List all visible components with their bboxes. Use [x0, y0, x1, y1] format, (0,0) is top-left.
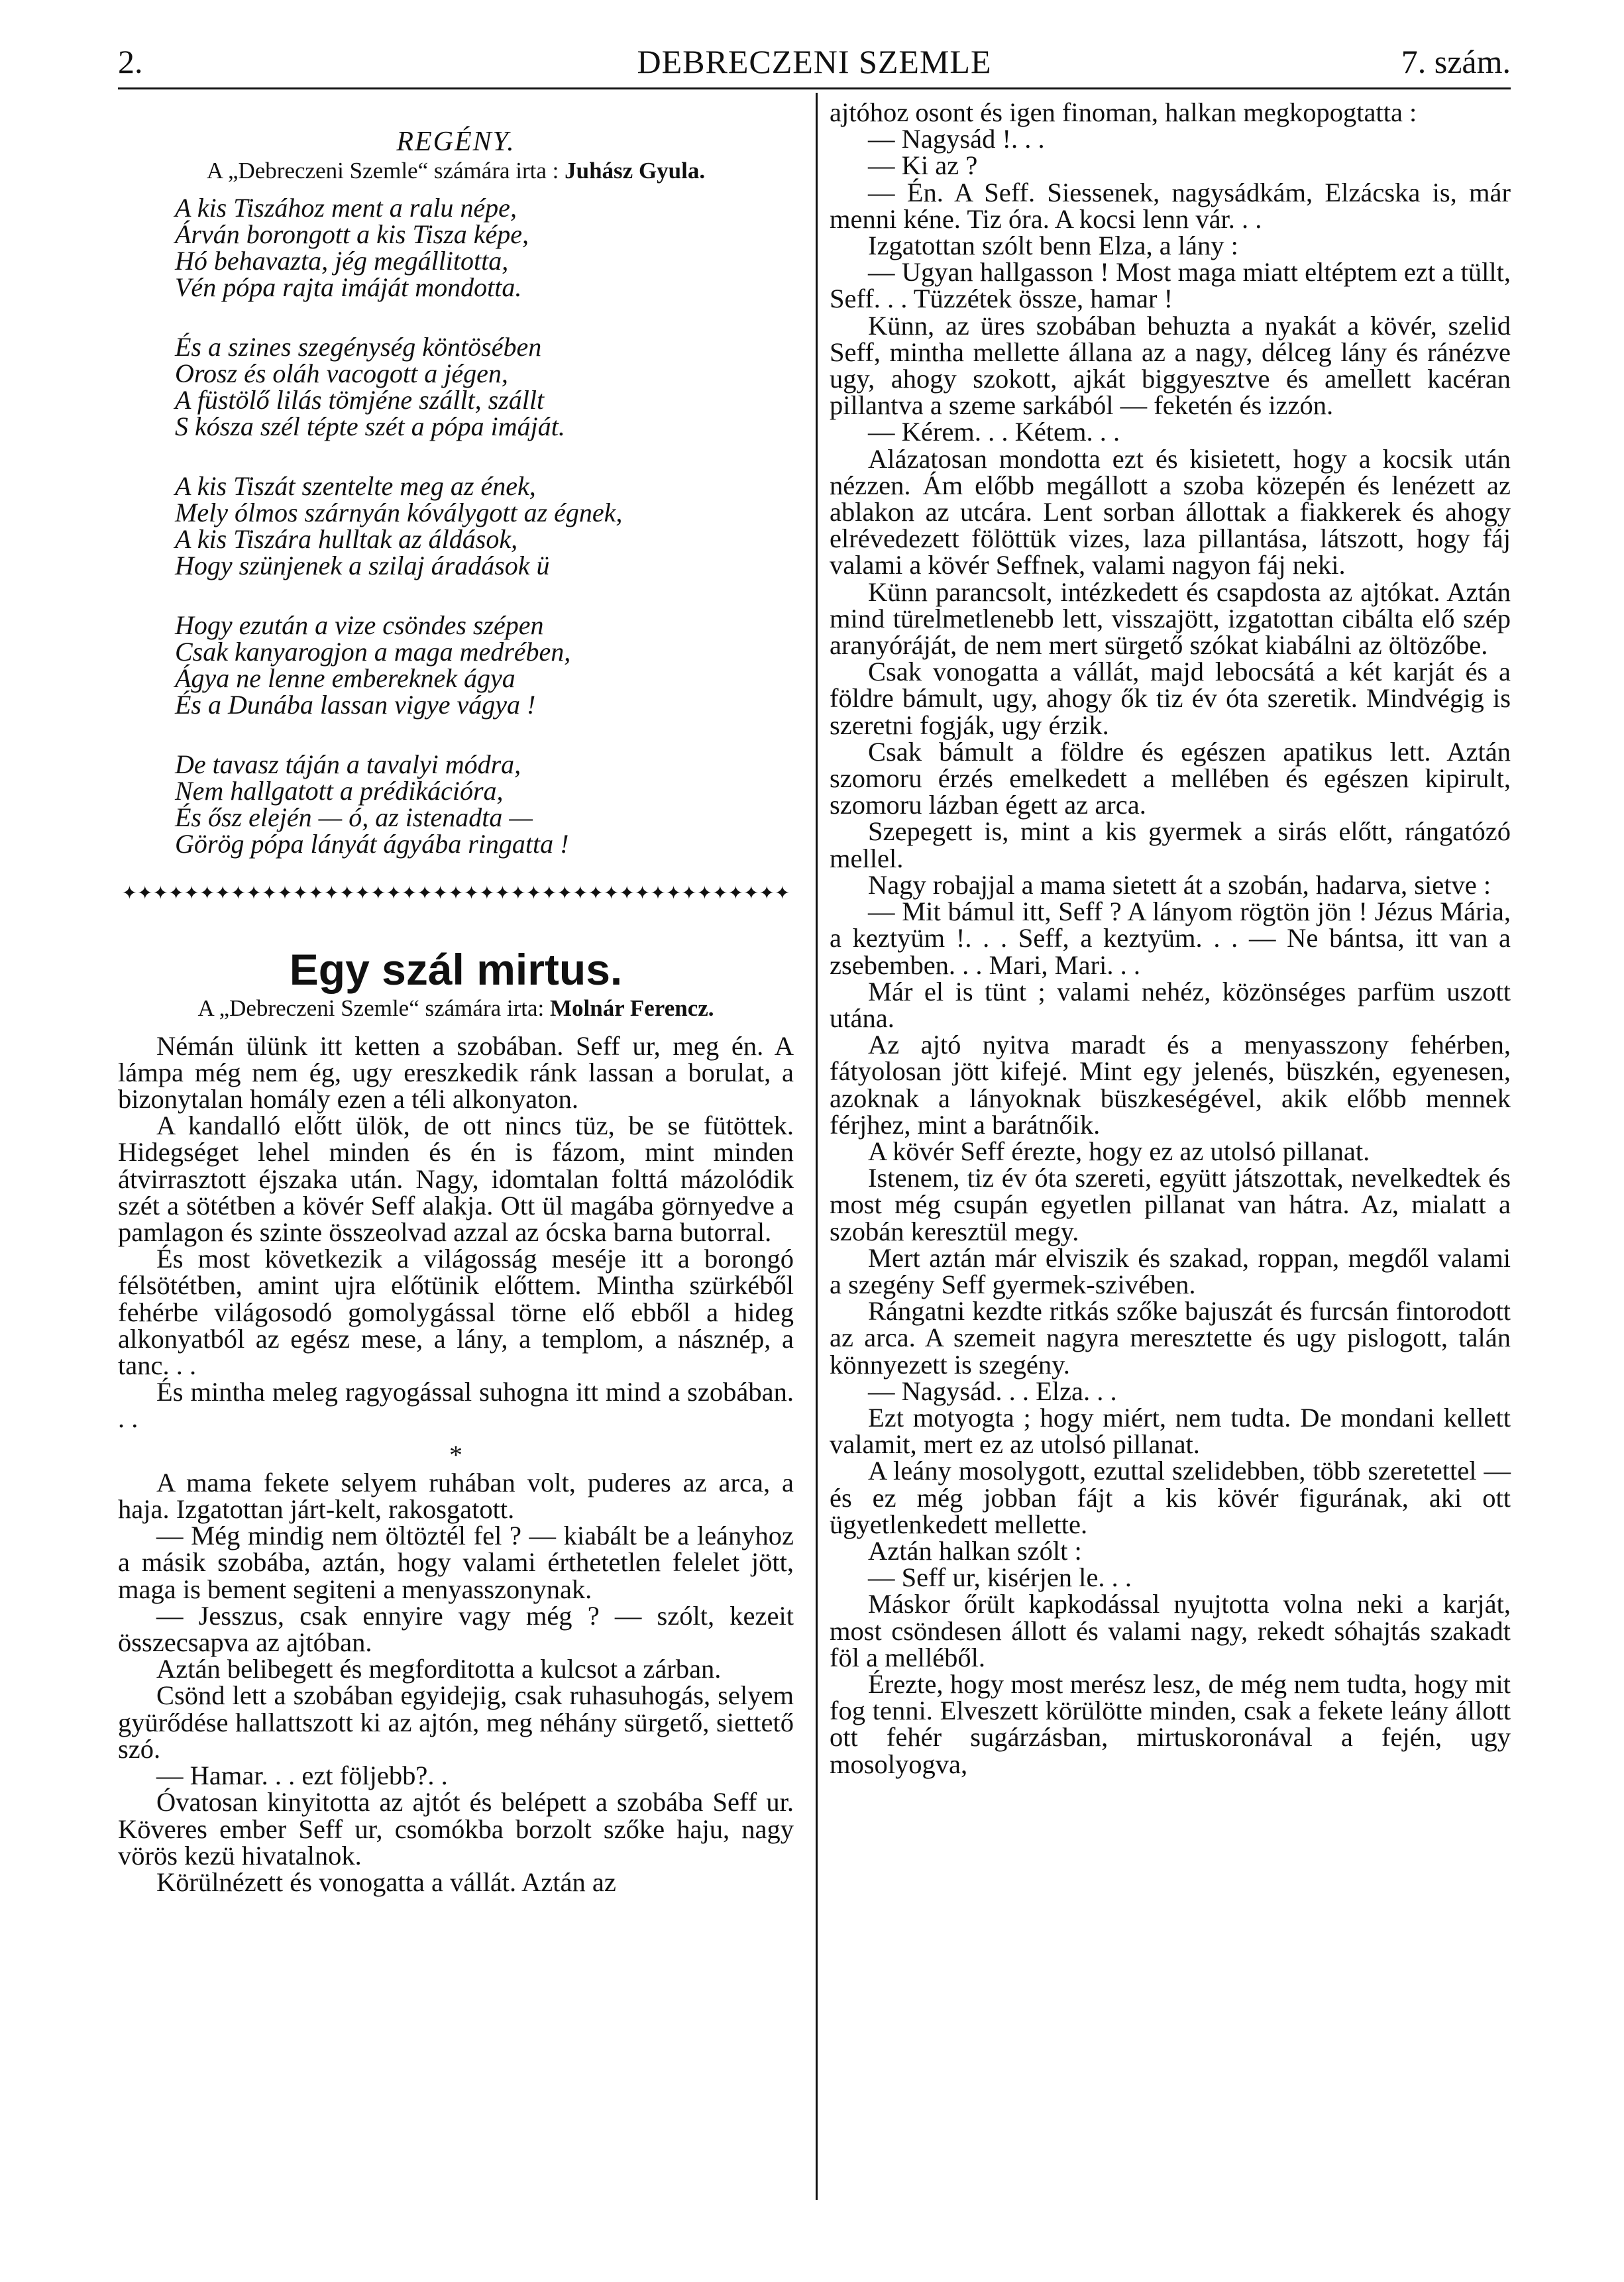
paragraph: Nagy robajjal a mama sietett át a szobán, hadarva, sietve :	[868, 869, 1491, 900]
left-column	[118, 99, 794, 1896]
paragraph: Csak bámult a földre és egészen apatikus lett. Aztán szomoru érzés emelkedett a mellében és egészen kipirult, szomoru lázban égett az arca.	[830, 736, 1511, 820]
ornament-divider: ✦✦✦✦✦✦✦✦✦✦✦✦✦✦✦✦✦✦✦✦✦✦✦✦✦✦✦✦✦✦✦✦✦✦✦✦✦✦✦✦✦✦✦	[121, 884, 790, 904]
poem-byline	[118, 158, 794, 184]
section-break: *	[449, 1439, 462, 1470]
poem-line: És a Dunába lassan vigye vágya !	[175, 690, 536, 720]
story-byline-prefix: A „Debreczeni Szemle“ számára irta:	[197, 995, 545, 1022]
paragraph: Rángatni kezdte ritkás szőke bajuszát és furcsán fintorodott az arca. A szemeit nagyra meresztette és ugy pislogott, talán könnyezett is szegény.	[830, 1296, 1511, 1380]
poem-line: Mely ólmos szárnyán kóválygott az égnek,	[175, 498, 623, 528]
story-left-part-2	[118, 1467, 794, 1897]
right-column	[830, 99, 1511, 1778]
paragraph: Érezte, hogy most merész lesz, de még nem tudta, hogy mit fog tenni. Elveszett körülötte minden, csak a fekete leány állott ott fehér sugárzásban, mirtuskoronával a fején, ugy mosolyogva,	[830, 1668, 1511, 1779]
paragraph: És mintha meleg ragyogással suhogna itt mind a szobában. . .	[118, 1377, 794, 1434]
page-header	[118, 38, 1511, 85]
paragraph: Némán ülünk itt ketten a szobában. Seff ur, meg én. A lámpa még nem ég, ugy ereszkedik ránk lassan a borulat, a bizonytalan homály ezen a téli alkonyaton.	[118, 1030, 794, 1114]
poem-line: Hogy ezután a vize csöndes szépen	[175, 610, 544, 641]
poem-line: És ősz elején — ó, az istenadta —	[175, 802, 533, 833]
paragraph: — Nagysád. . . Elza. . .	[868, 1376, 1117, 1406]
poem-author: Juhász Gyula.	[565, 158, 706, 184]
paragraph: A mama fekete selyem ruhában volt, puderes az arca, a haja. Izgatottan járt-kelt, rakosgatott.	[118, 1467, 794, 1525]
paragraph: — Hamar. . . ezt följebb?. .	[156, 1761, 448, 1791]
paragraph: Alázatosan mondotta ezt és kisietett, hogy a kocsik után nézzen. Ám előbb megállott a szoba közepén és lenézett az ablakon az utcára. Lent sorban állottak a fiakkerek és ahogy elrévedezett fölöttük vizes, laza pillantása, látszott, hogy fáj valami a kövér Seffnek, valami nagyon fáj neki.	[830, 443, 1511, 580]
poem-stanza	[175, 334, 794, 440]
paragraph: Künn parancsolt, intézkedett és csapdosta az ajtókat. Aztán mind türelmetlenebb lett, visszajött, izgatottan cibálta elő szép aranyóráját, de nem mert sürgető szókat kiabálni az öltözőbe.	[830, 576, 1511, 661]
poem-line: S kósza szél tépte szét a pópa imáját.	[175, 411, 565, 442]
paragraph: Máskor őrült kapkodással nyujtotta volna neki a karját, most csöndesen állott és valami nagy, rekedt sóhajtás szakadt föl a melléből.	[830, 1589, 1511, 1672]
paragraph: Csak vonogatta a vállát, majd lebocsátá a két karját és a földre bámult, ugy, ahogy ők tiz év óta szeretik. Mindvégig is szeretni fogják, ugy érzik.	[830, 657, 1511, 740]
paragraph: Szepegett is, mint a kis gyermek a sirás előtt, rángatózó mellel.	[830, 816, 1511, 873]
header-rule	[118, 87, 1511, 89]
poem-byline-prefix: A „Debreczeni Szemle“ számára irta :	[206, 158, 559, 184]
paragraph: — Még mindig nem öltöztél fel ? — kiabált be a leányhoz a másik szobába, aztán, hogy valami érthetetlen felelet jött, maga is bement segiteni a menyasszonynak.	[118, 1521, 794, 1604]
paragraph: Künn, az üres szobában behuzta a nyakát a kövér, szelid Seff, mintha mellette állana az a nagy, délceg lány és ránézve ugy, ahogy szokott, ajkát biggyesztve és amellett kacéran pillantva a szeme sarkából — feketén és izzón.	[830, 310, 1511, 421]
paragraph: Az ajtó nyitva maradt és a menyasszony fehérben, fátyolosan jött kifejé. Mint egy jelenés, büszkén, egyenesen, azoknak a lányoknak büszkeségével, akik előbb mennek férjhez, mint a barátnőik.	[830, 1030, 1511, 1140]
poem-line: A kis Tiszára hulltak az áldások,	[175, 524, 518, 555]
paragraph: A kandalló előtt ülök, de ott nincs tüz, be se fütöttek. Hidegséget lehel minden és én is fázom, mint minden átvirrasztott éjszaka után. Nagy, idomtalan folttá mázolódik szét a sötétben a kövér Seff alakja. Ott ül magába görnyedve a pamlagon és szinte összeolvad azzal az ócska barna butorral.	[118, 1111, 794, 1248]
poem-line: A kis Tiszát szentelte meg az ének,	[175, 471, 536, 502]
paragraph: — Ugyan hallgasson ! Most maga miatt eltéptem ezt a tüllt, Seff. . . Tüzzétek össze, hamar !	[830, 257, 1511, 314]
poem-line: Hó behavazta, jég megállitotta,	[175, 246, 509, 276]
paragraph: — Ki az ?	[868, 150, 978, 181]
poem-stanza	[175, 195, 794, 301]
paragraph: És most következik a világosság meséje itt a borongó félsötétben, amint ujra előtünik előttem. Mintha szürkéből fehérbe világosodó gomolygással törne elő ebből a hideg alkonyatból az egész mese, a lány, a templom, a násznép, a tanc. . .	[118, 1244, 794, 1381]
paragraph: — Mit bámul itt, Seff ? A lányom rögtön jön ! Jézus Mária, a keztyüm !. . . Seff, a keztyüm. . . — Ne bántsa, itt van a zsebemben. . . Mari, Mari. . .	[830, 896, 1511, 980]
poem-stanza	[175, 473, 794, 579]
paragraph: — Jesszus, csak ennyire vagy még ? — szólt, kezeit összecsapva az ajtóban.	[118, 1600, 794, 1658]
paragraph: Aztán halkan szólt :	[868, 1535, 1082, 1566]
story-right-part	[830, 126, 1511, 1778]
column-rule	[816, 93, 818, 2200]
poem-line: Görög pópa lányát ágyába ringatta !	[175, 829, 569, 859]
poem-line: Hogy szünjenek a szilaj áradások ü	[175, 551, 550, 581]
poem-stanza	[175, 612, 794, 718]
paragraph: — Kérem. . . Kétem. . .	[868, 417, 1120, 447]
poem-line: Árván borongott a kis Tisza képe,	[175, 219, 529, 250]
poem-stanza	[175, 751, 794, 857]
poem-line: Csak kanyarogjon a maga medrében,	[175, 637, 571, 667]
paragraph: Izgatottan szólt benn Elza, a lány :	[868, 231, 1238, 261]
paragraph: Óvatosan kinyitotta az ajtót és belépett a szobába Seff ur. Köveres ember Seff ur, csomókba borzolt szőke haju, nagy vörös kezü hivatalnok.	[118, 1787, 794, 1871]
poem-line: És a szines szegénység köntösében	[175, 332, 542, 362]
issue-number: 7. szám.	[1401, 43, 1511, 80]
paragraph: — Seff ur, kisérjen le. . .	[868, 1562, 1132, 1593]
paragraph: Istenem, tiz év óta szereti, együtt játszottak, nevelkedtek és most még csupán egyetlen pillanat van hátra. Az, mialatt a szobán keresztül megy.	[830, 1163, 1511, 1246]
paragraph: A leány mosolygott, ezuttal szelidebben, több szeretettel — és ez még jobban fájt a kis kövér figurának, aki ott ügyetlenkedett mellette.	[830, 1456, 1511, 1539]
story-byline	[118, 995, 794, 1022]
paragraph: ajtóhoz osont és igen finoman, halkan megkopogtatta :	[830, 97, 1417, 127]
poem-line: Vén pópa rajta imáját mondotta.	[175, 272, 522, 303]
paragraph: Körülnézett és vonogatta a vállát. Aztán az	[156, 1867, 616, 1897]
poem-line: De tavasz táján a tavalyi módra,	[175, 749, 521, 780]
paragraph: — Nagysád !. . .	[868, 124, 1045, 154]
newspaper-title: DEBRECZENI SZEMLE	[637, 43, 992, 80]
story-title: Egy szál mirtus.	[289, 945, 623, 995]
poem-line: A füstölő lilás tömjéne szállt, szállt	[175, 385, 545, 415]
paragraph: Ezt motyogta ; hogy miért, nem tudta. De mondani kellett valamit, mert ez az utolsó pillanat.	[830, 1402, 1511, 1460]
story-author: Molnár Ferencz.	[550, 995, 714, 1022]
page-number: 2.	[118, 43, 143, 80]
poem-title: REGÉNY.	[396, 127, 515, 157]
poem-line: Orosz és oláh vacogott a jégen,	[175, 358, 508, 389]
story-left-part-1	[118, 1030, 794, 1434]
poem-line: Nem hallgatott a prédikációra,	[175, 776, 504, 806]
poem-line: A kis Tiszához ment a ralu népe,	[175, 193, 517, 223]
paragraph: Csönd lett a szobában egyidejig, csak ruhasuhogás, selyem gyürődése hallattszott ki az ajtón, meg néhány sürgető, siettető szó.	[118, 1680, 794, 1764]
paragraph: Aztán belibegett és megforditotta a kulcsot a zárban.	[156, 1654, 722, 1684]
paragraph: Már el is tünt ; valami nehéz, közönséges parfüm uszott utána.	[830, 976, 1511, 1033]
paragraph: Mert aztán már elviszik és szakad, roppan, megdől valami a szegény Seff gyermek-szivében.	[830, 1242, 1511, 1299]
paragraph: A kövér Seff érezte, hogy ez az utolsó pillanat.	[868, 1136, 1370, 1166]
poem-line: Ágya ne lenne embereknek ágya	[175, 663, 515, 694]
poem-body	[118, 195, 794, 857]
paragraph: — Én. A Seff. Siessenek, nagysádkám, Elzácska is, már menni kéne. Tiz óra. A kocsi lenn vár. . .	[830, 177, 1511, 234]
